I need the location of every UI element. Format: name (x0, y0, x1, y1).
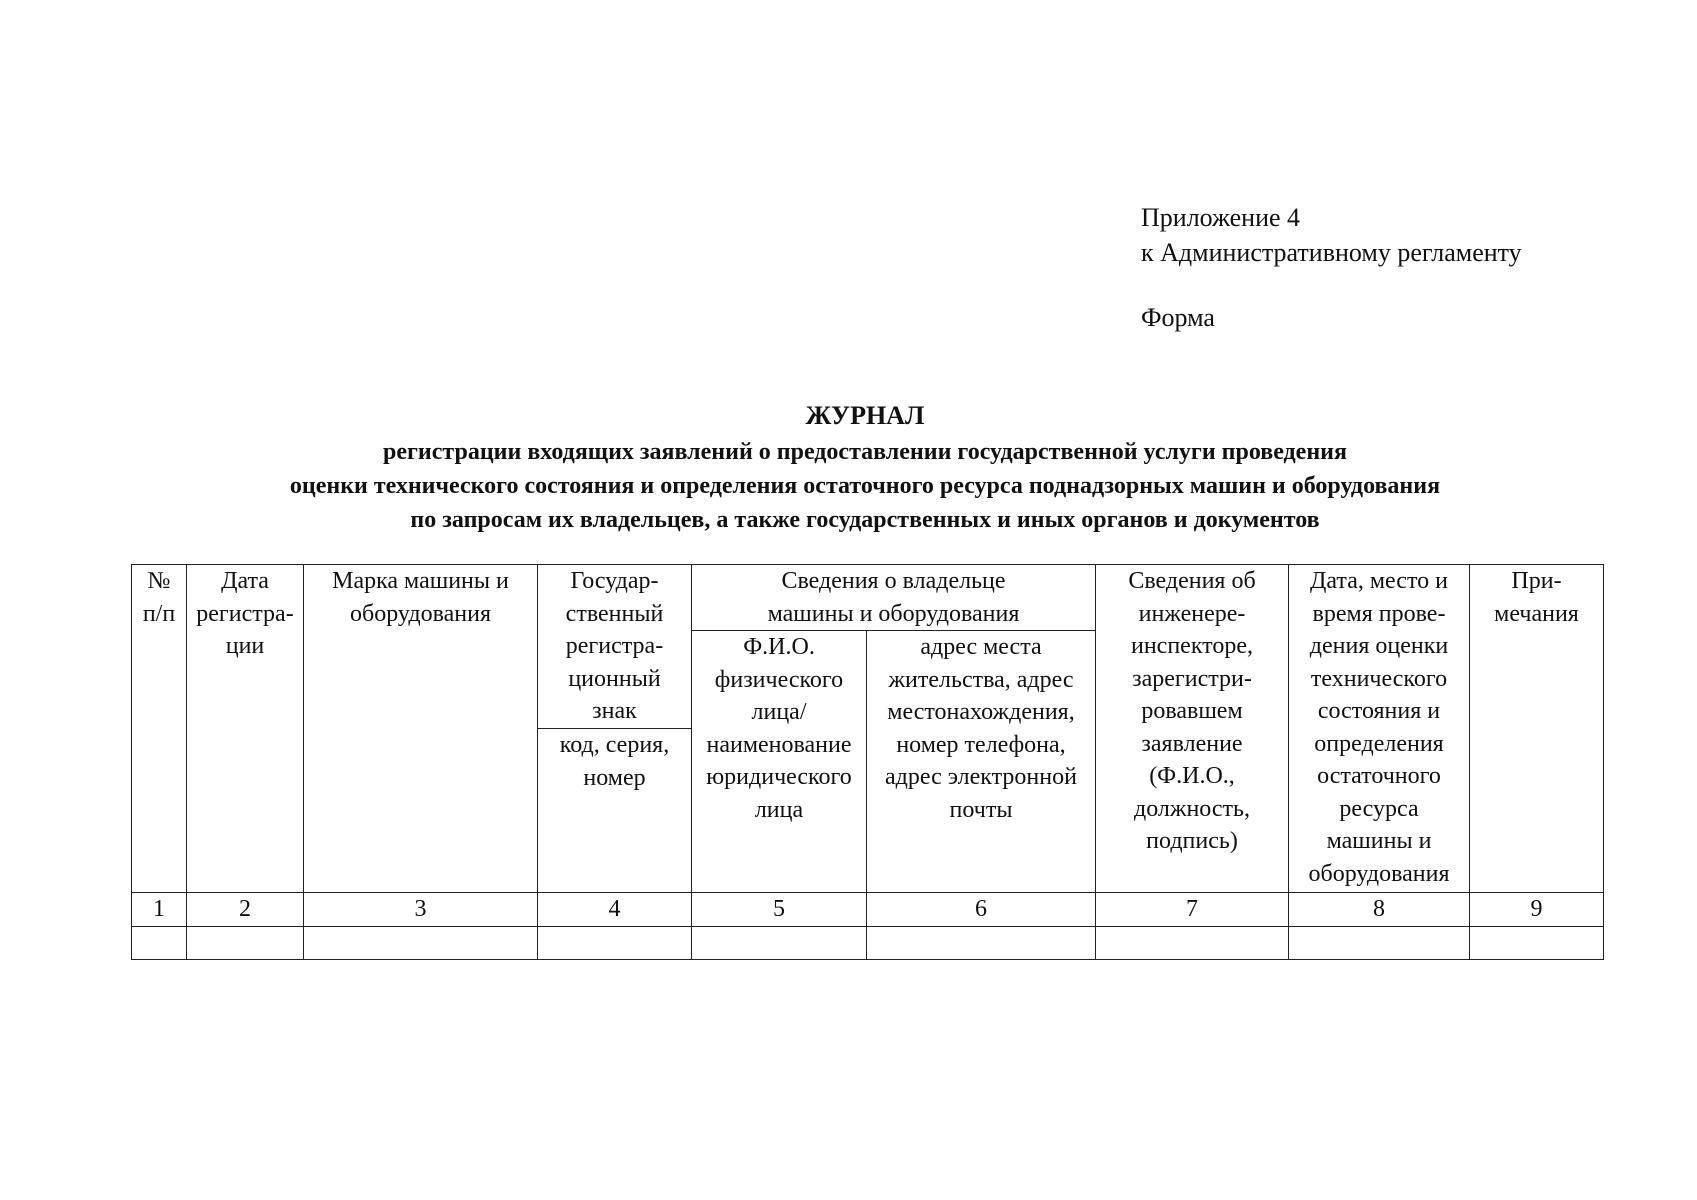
empty-cell (1289, 926, 1470, 959)
header-cell-registration-date: Дата регистра- ции (187, 565, 304, 893)
document-title (0, 397, 1697, 537)
subtitle-line-2: оценки технического состояния и определения остаточного ресурса поднадзорных машин и оборудования (289, 473, 1441, 499)
column-number: 5 (692, 893, 867, 927)
subtitle-line-3: по запросам их владельцев, а также государственных и иных органов и документов (410, 507, 1320, 533)
journal-title: ЖУРНАЛ (805, 401, 925, 430)
appendix-reference: к Административному регламенту (1141, 238, 1522, 267)
subtitle-line-1: регистрации входящих заявлений о предоставлении государственной услуги проведения (383, 439, 1347, 465)
column-number: 7 (1096, 893, 1289, 927)
header-cell-notes: При- мечания (1470, 565, 1604, 893)
header-cell-code-series-number: код, серия, номер (538, 729, 692, 893)
appendix-number: Приложение 4 (1141, 203, 1301, 232)
empty-cell (867, 926, 1096, 959)
column-number: 4 (538, 893, 692, 927)
header-cell-assessment-datetime: Дата, место и время прове- дения оценки технического состояния и определения остаточного ресурса машины и оборудования (1289, 565, 1470, 893)
empty-entry-row (132, 926, 1604, 959)
header-cell-inspector-info: Сведения об инженере- инспекторе, зарегистри- ровавшем заявление (Ф.И.О., должность, подпись) (1096, 565, 1289, 893)
column-number: 9 (1470, 893, 1604, 927)
empty-cell (132, 926, 187, 959)
empty-cell (187, 926, 304, 959)
header-cell-owner-info: Сведения о владельце машины и оборудования (692, 565, 1096, 631)
header-row-1 (132, 565, 1604, 631)
header-cell-machine-brand: Марка машины и оборудования (304, 565, 538, 893)
journal-table (131, 564, 1604, 960)
column-number: 6 (867, 893, 1096, 927)
column-number-row (132, 893, 1604, 927)
column-number: 3 (304, 893, 538, 927)
column-number: 1 (132, 893, 187, 927)
appendix-block (1141, 200, 1522, 335)
empty-cell (1470, 926, 1604, 959)
header-cell-owner-address: адрес места жительства, адрес местонахождения, номер телефона, адрес электронной почты (867, 631, 1096, 893)
empty-cell (538, 926, 692, 959)
header-cell-registration-sign: Государ- ственный регистра- ционный знак (538, 565, 692, 729)
form-label: Форма (1141, 303, 1215, 332)
column-number: 2 (187, 893, 304, 927)
empty-cell (304, 926, 538, 959)
empty-cell (692, 926, 867, 959)
appendix-gap (1141, 270, 1522, 300)
header-cell-owner-name: Ф.И.О. физического лица/ наименование юридического лица (692, 631, 867, 893)
empty-cell (1096, 926, 1289, 959)
column-number: 8 (1289, 893, 1470, 927)
header-cell-number: № п/п (132, 565, 187, 893)
